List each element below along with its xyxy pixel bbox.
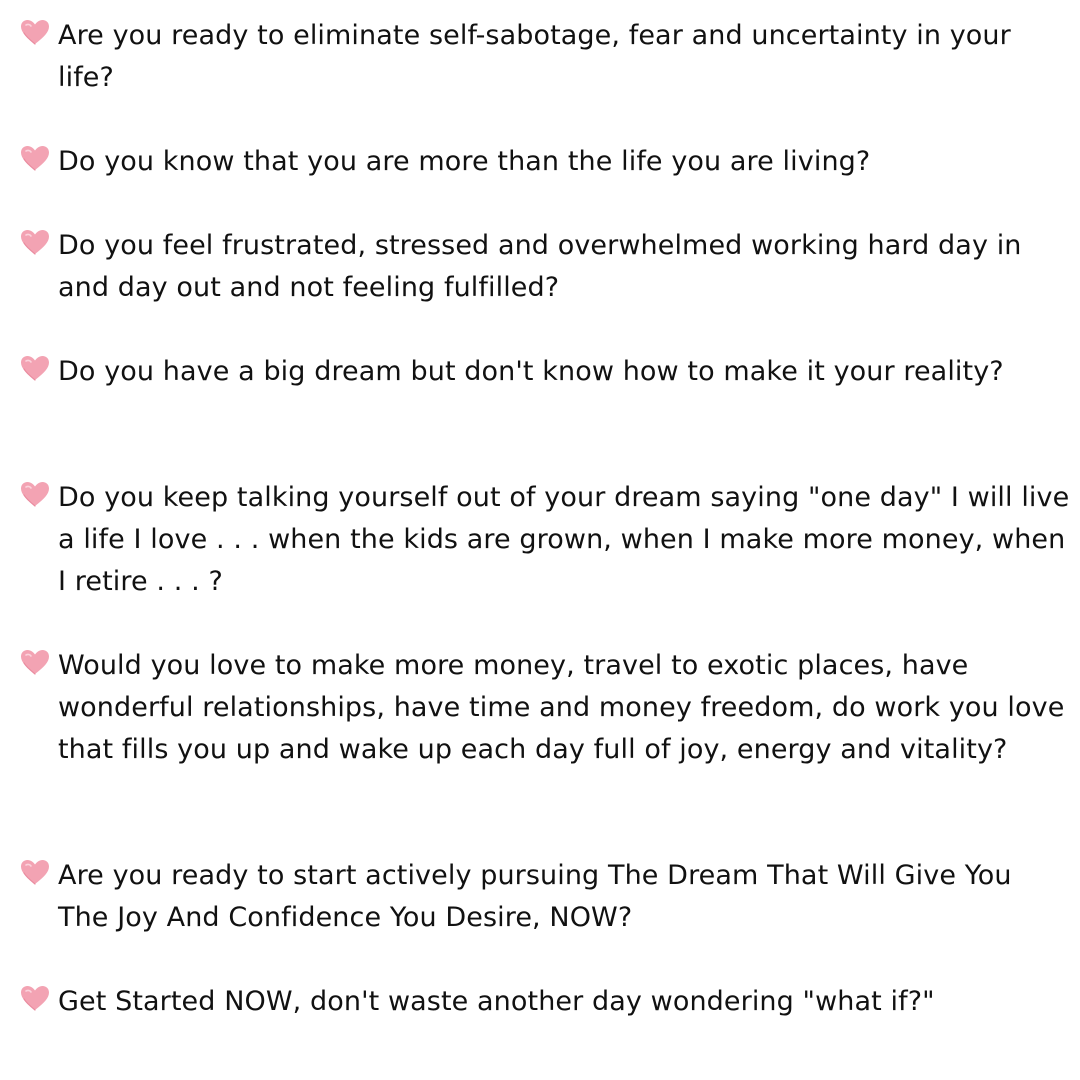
pink-heart-icon: [20, 481, 50, 507]
list-item-text: Would you love to make more money, travel to exotic places, have wonderful relationships, have time and money freedom, do work you love that fills you up and wake up each day full of joy, energy and vitality?: [58, 650, 1065, 765]
list-item: [20, 15, 1070, 99]
pink-heart-icon: [20, 19, 50, 45]
list-item-text: Are you ready to start actively pursuing The Dream That Will Give You The Joy And Confidence You Desire, NOW?: [58, 860, 1012, 933]
list-item: [20, 477, 1070, 603]
list-item-text: Do you keep talking yourself out of your dream saying "one day" I will live a life I love . . . when the kids are grown, when I make more money, when I retire . . . ?: [58, 482, 1070, 597]
list-item: [20, 645, 1070, 771]
list-item-text: Do you know that you are more than the life you are living?: [58, 146, 871, 177]
pink-heart-icon: [20, 985, 50, 1011]
pink-heart-icon: [20, 145, 50, 171]
list-item: [20, 981, 1070, 1023]
pink-heart-icon: [20, 229, 50, 255]
list-item-text: Are you ready to eliminate self-sabotage, fear and uncertainty in your life?: [58, 20, 1011, 93]
list-item: [20, 351, 1070, 393]
list-item: [20, 855, 1070, 939]
list-item-text: Do you feel frustrated, stressed and overwhelmed working hard day in and day out and not feeling fulfilled?: [58, 230, 1022, 303]
pink-heart-icon: [20, 355, 50, 381]
list-item: [20, 225, 1070, 309]
pink-heart-icon: [20, 649, 50, 675]
pink-heart-icon: [20, 859, 50, 885]
list-item-text: Get Started NOW, don't waste another day wondering "what if?": [58, 986, 935, 1017]
list-item: [20, 141, 1070, 183]
list-item-text: Do you have a big dream but don't know how to make it your reality?: [58, 356, 1004, 387]
